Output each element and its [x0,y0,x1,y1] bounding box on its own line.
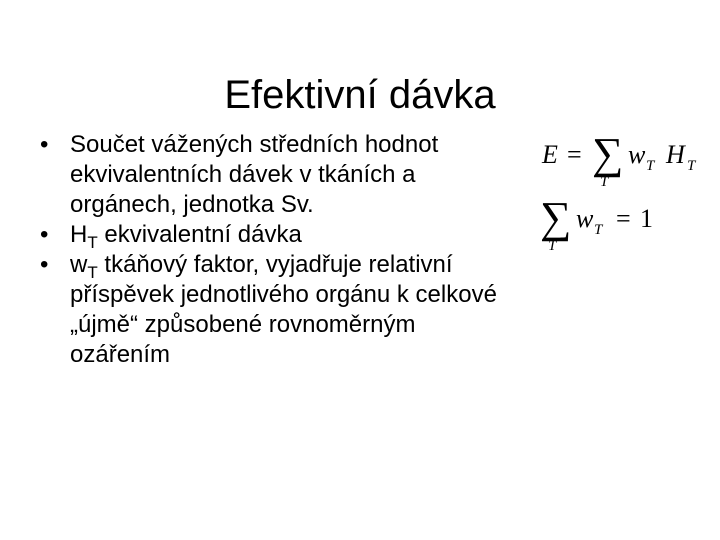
sum-symbol: ∑ [540,193,572,242]
bullet-text: tkáňový faktor, vyjadřuje relativní příspěvek jednotlivého orgánu k celkové „újmě“ způsobené rovnoměrným ozářením [70,251,497,368]
sum-index-t: T [600,174,609,190]
bullet-marker: • [40,251,49,278]
symbol-h: H [666,140,685,169]
symbol-w: w [70,251,88,278]
formula-effective-dose [536,128,716,198]
formula-equals: = [616,204,631,233]
bullet-item-effective-dose [40,130,520,220]
formula-lhs-e: E [542,140,558,169]
bullet-text: Součet vážených středních hodnot ekvivalentních dávek v tkáních a orgánech, jednotka Sv. [70,131,439,218]
subscript-t: T [594,222,603,238]
symbol-w: w [628,140,646,169]
formula-block [536,128,716,268]
bullet-item-tissue-factor [40,250,520,370]
bullet-list [40,130,520,370]
symbol-h: H [70,221,88,248]
sum-index-t: T [548,238,557,254]
formula-weight-normalization [536,193,716,268]
subscript-t: T [87,263,98,282]
sum-symbol: ∑ [592,129,624,178]
subscript-t: T [646,158,655,174]
subscript-t: T [87,233,98,252]
formula-rhs-one: 1 [640,204,653,233]
formula-equals: = [567,140,582,169]
slide-title: Efektivní dávka [224,72,496,117]
symbol-w: w [576,204,594,233]
bullet-marker: • [40,131,49,158]
bullet-marker: • [40,221,49,248]
bullet-item-equivalent-dose [40,220,520,250]
subscript-t: T [687,158,696,174]
bullet-text: ekvivalentní dávka [97,221,302,248]
